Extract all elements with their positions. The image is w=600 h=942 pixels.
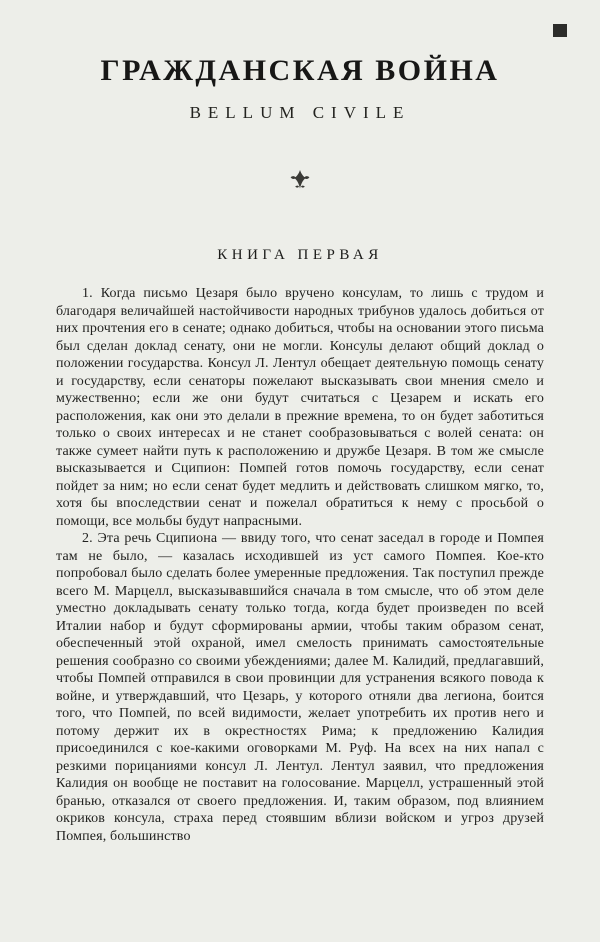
paragraph: 1. Когда письмо Цезаря было вручено консулам, то лишь с трудом и благодаря величайшей настойчивости народных трибунов удалось добиться от них прочтения его в сенате; однако добиться, чтобы на основании этого письма был сделан доклад сенату, они не могли. Консулы делают общий доклад о положении государства. Консул Л. Лентул обещает деятельную помощь сенату и государству, если сенаторы пожелают высказывать свои мнения смело и мужественно; если же они будут считаться с Цезарем и искать его расположения, как они это делали в прежние времена, то он будет заботиться только о своих интересах и не станет сообразовываться с волей сената: он также сумеет найти путь к расположению и дружбе Цезаря. В том же смысле высказывается и Сципион: Помпей готов помочь государству, если сенат пойдет за ним; но если сенат будет медлить и действовать слишком мягко, то, хотя бы впоследствии сенат и пожелал обратиться к нему с просьбой о помощи, все мольбы будут напрасными.: [56, 286, 544, 529]
page-title: ГРАЖДАНСКАЯ ВОЙНА: [100, 54, 500, 87]
page-subtitle: BELLUM CIVILE: [189, 103, 411, 122]
fleuron-icon: [0, 169, 600, 191]
paragraph: 2. Эта речь Сципиона — ввиду того, что сенат заседал в городе и Помпея там не было, — казалась исходившей из уст самого Помпея. Кое-кто попробовал было сделать более умеренные предложения. Так поступил прежде всего М. Марцелл, высказывавшийся сначала в том смысле, что об этом деле уместно докладывать сенату только тогда, когда будет произведен по всей Италии набор и будут сформированы армии, чтобы таким образом сенат, обеспеченный этой охраной, имел смелость принимать самостоятельные решения сообразно со своими убеждениями; далее М. Калидий, предлагавший, чтобы Помпей отправился в свои провинции для устранения всякого повода к войне, и утверждавший, что Цезарь, у которого отняли два легиона, боится того, что Помпей, по всей видимости, желает употребить их против него и потому держит их в окрестностях Рима; к предложению Калидия присоединился с кое-какими оговорками М. Руф. На всех на них напал с резкими порицаниями консул Л. Лентул. Лентул заявил, что предложения Калидия он вообще не поставит на голосование. Марцелл, устрашенный этой бранью, отказался от своего предложения. И, таким образом, под влиянием окриков консула, страха перед стоявшим вблизи войском и угроз друзей Помпея, большинство: [56, 531, 544, 844]
corner-mark: [553, 24, 567, 37]
chapter-heading: КНИГА ПЕРВАЯ: [217, 247, 383, 263]
body-text: [56, 285, 544, 845]
